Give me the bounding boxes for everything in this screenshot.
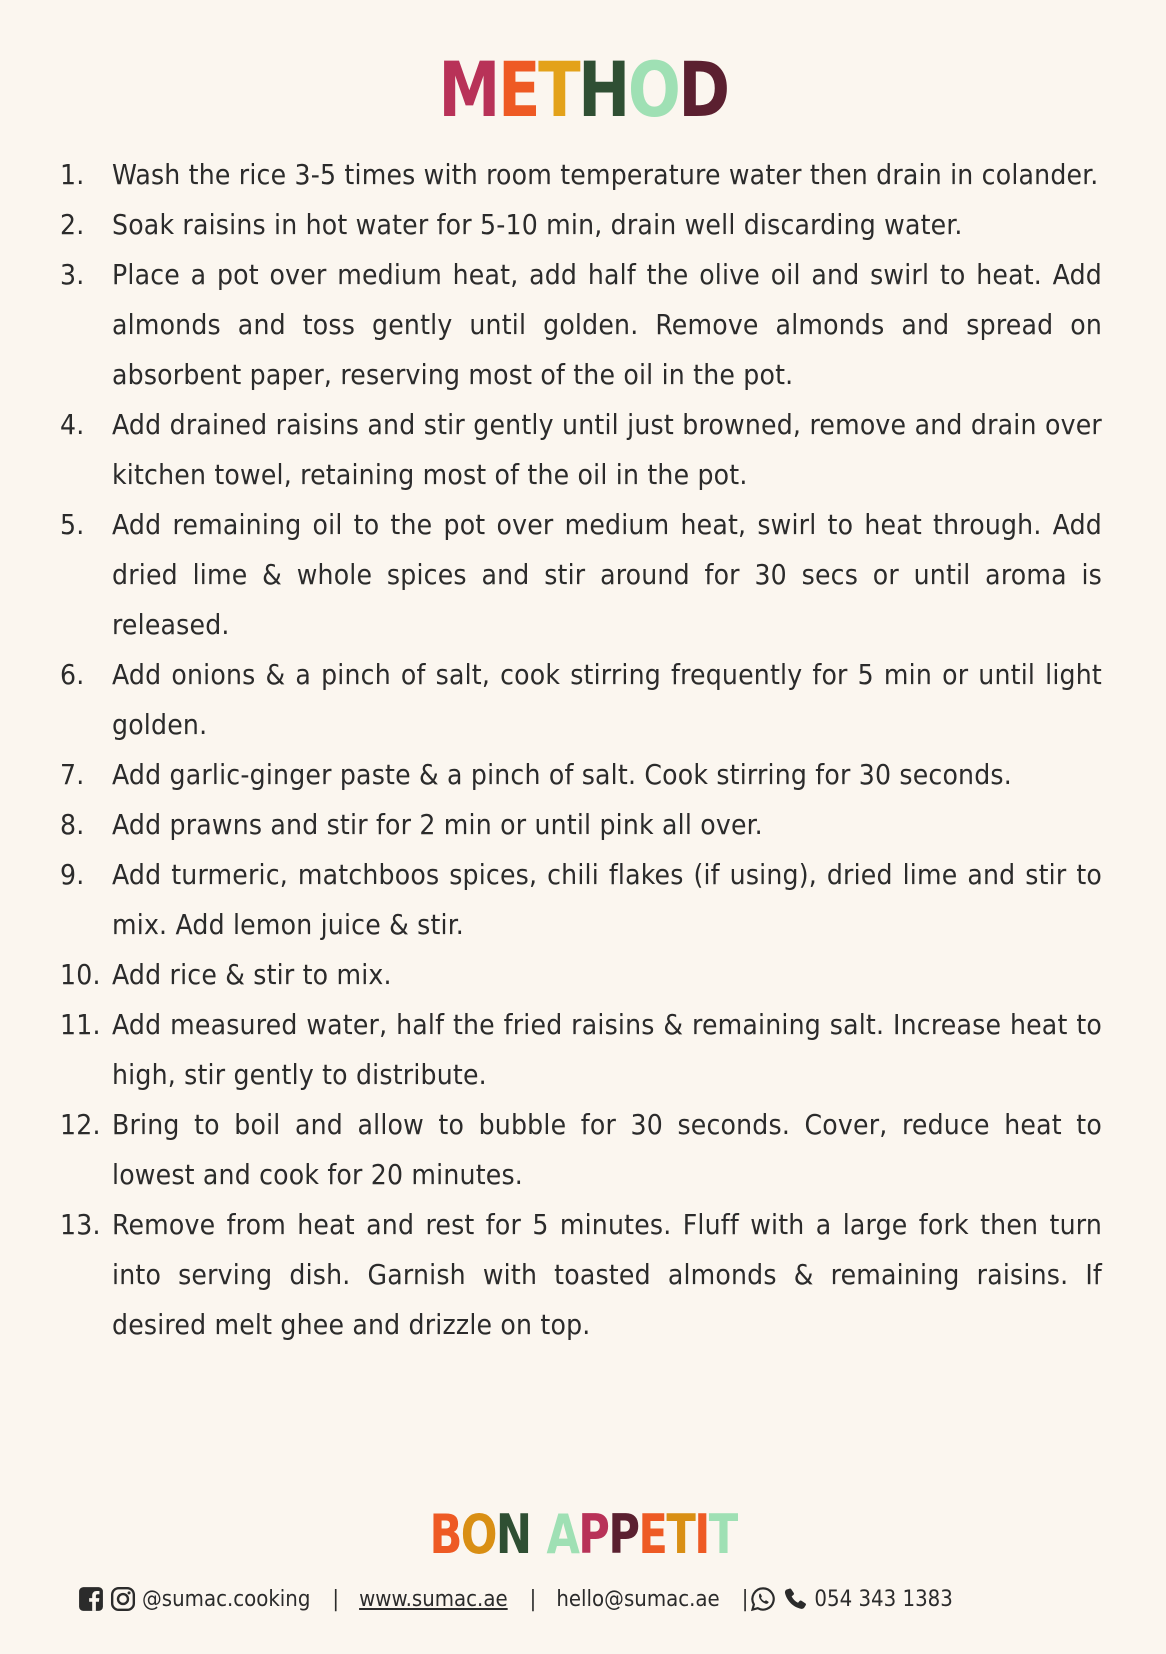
email-link[interactable]: hello@sumac.ae	[556, 1586, 720, 1612]
closing-letter: T	[666, 1503, 695, 1566]
footer	[78, 1583, 953, 1615]
step-number: 10.	[60, 958, 101, 991]
method-step	[60, 850, 1102, 950]
title-letter: D	[678, 45, 728, 134]
closing-letter: P	[608, 1503, 639, 1566]
phone-icon[interactable]	[782, 1586, 808, 1612]
step-text: Wash the rice 3-5 times with room temperature water then drain in colander.	[112, 158, 1099, 191]
separator: |	[529, 1586, 537, 1612]
step-text: Add drained raisins and stir gently until just browned, remove and drain over kitchen towel, retaining most of the oil in the pot.	[112, 408, 1102, 491]
step-text: Add measured water, half the fried raisins & remaining salt. Increase heat to high, stir gently to distribute.	[112, 1008, 1102, 1091]
step-text: Remove from heat and rest for 5 minutes. Fluff with a large fork then turn into serving dish. Garnish with toasted almonds & remaining raisins. If desired melt ghee and drizzle on top.	[112, 1208, 1102, 1341]
step-number: 8.	[60, 808, 85, 841]
closing-heading	[117, 1503, 1050, 1566]
step-text: Add prawns and stir for 2 min or until pink all over.	[112, 808, 763, 841]
step-number: 13.	[60, 1208, 101, 1241]
step-text: Soak raisins in hot water for 5-10 min, drain well discarding water.	[112, 208, 963, 241]
step-number: 5.	[60, 508, 85, 541]
method-step	[60, 650, 1102, 750]
title-letter: E	[497, 45, 539, 134]
step-text: Add turmeric, matchboos spices, chili flakes (if using), dried lime and stir to mix. Add lemon juice & stir.	[112, 858, 1102, 941]
separator: |	[332, 1586, 340, 1612]
step-number: 6.	[60, 658, 85, 691]
step-number: 2.	[60, 208, 85, 241]
phone-number[interactable]: 054 343 1383	[814, 1586, 953, 1612]
method-step	[60, 1100, 1102, 1200]
whatsapp-icon[interactable]	[750, 1586, 776, 1612]
closing-letter: E	[638, 1503, 667, 1566]
method-steps	[60, 150, 1102, 1350]
method-step	[60, 150, 1102, 200]
step-text: Place a pot over medium heat, add half the olive oil and swirl to heat. Add almonds and toss gently until golden. Remove almonds and spread on absorbent paper, reserving most of the oil in the pot.	[112, 258, 1102, 391]
social-handle[interactable]: @sumac.cooking	[142, 1586, 311, 1612]
step-number: 4.	[60, 408, 85, 441]
separator: |	[741, 1586, 749, 1612]
method-step	[60, 1200, 1102, 1350]
closing-letter: T	[708, 1503, 737, 1566]
method-step	[60, 200, 1102, 250]
step-text: Bring to boil and allow to bubble for 30 seconds. Cover, reduce heat to lowest and cook for 20 minutes.	[112, 1108, 1102, 1191]
closing-letter: A	[546, 1503, 579, 1566]
title-letter: O	[627, 45, 679, 134]
closing-word	[429, 1503, 531, 1566]
page-title	[105, 45, 1061, 134]
step-number: 11.	[60, 1008, 101, 1041]
title-letter: H	[578, 45, 628, 134]
step-text: Add rice & stir to mix.	[112, 958, 392, 991]
closing-letter: I	[694, 1503, 709, 1566]
closing-letter: P	[578, 1503, 609, 1566]
closing-word	[546, 1503, 737, 1566]
title-letter: T	[538, 45, 579, 134]
method-step	[60, 500, 1102, 650]
website-link[interactable]: www.sumac.ae	[359, 1586, 508, 1612]
instagram-icon[interactable]	[110, 1586, 136, 1612]
step-number: 12.	[60, 1108, 101, 1141]
step-text: Add remaining oil to the pot over medium heat, swirl to heat through. Add dried lime & whole spices and stir around for 30 secs or until aroma is released.	[112, 508, 1102, 641]
method-step	[60, 250, 1102, 400]
closing-letter: B	[429, 1503, 461, 1566]
step-text: Add garlic-ginger paste & a pinch of salt. Cook stirring for 30 seconds.	[112, 758, 1012, 791]
facebook-icon[interactable]	[78, 1586, 104, 1612]
method-step	[60, 800, 1102, 850]
step-number: 1.	[60, 158, 85, 191]
method-step	[60, 750, 1102, 800]
method-step	[60, 1000, 1102, 1100]
closing-letter: N	[495, 1503, 531, 1566]
method-step	[60, 950, 1102, 1000]
method-step	[60, 400, 1102, 500]
closing-letter: O	[460, 1503, 496, 1566]
step-number: 7.	[60, 758, 85, 791]
step-text: Add onions & a pinch of salt, cook stirring frequently for 5 min or until light golden.	[112, 658, 1102, 741]
step-number: 3.	[60, 258, 85, 291]
title-letter: M	[438, 45, 498, 134]
step-number: 9.	[60, 858, 85, 891]
